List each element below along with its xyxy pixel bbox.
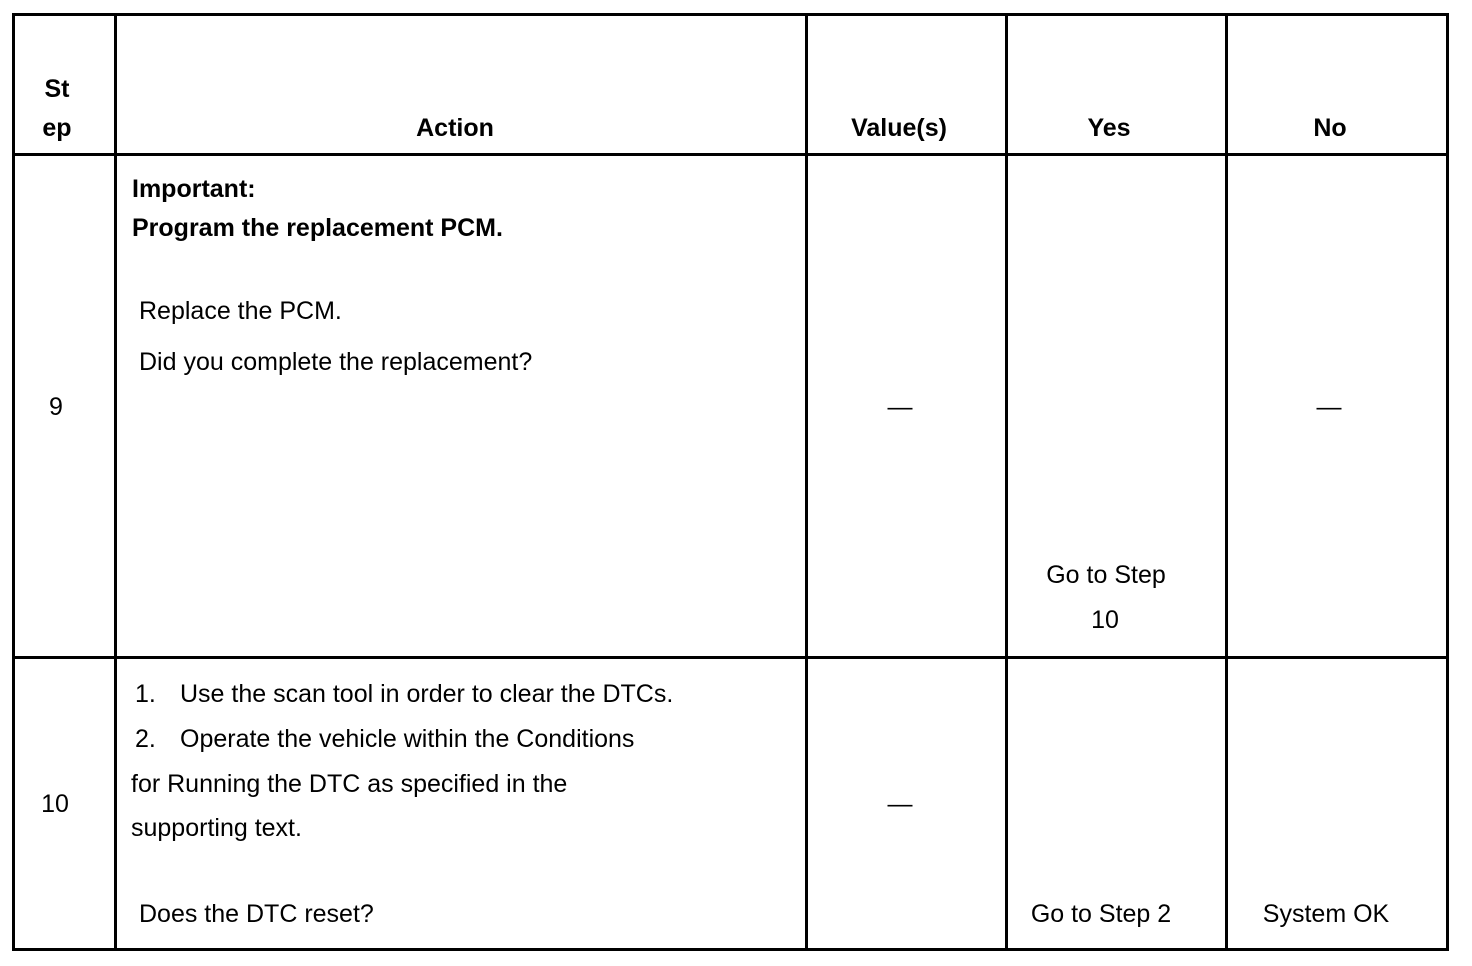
table-border-top — [12, 13, 1449, 16]
header-yes: Yes — [1087, 114, 1131, 142]
row-9-no: — — [1316, 393, 1342, 421]
column-divider-values — [1005, 13, 1008, 951]
header-no: No — [1313, 114, 1347, 142]
column-divider-step — [114, 13, 117, 951]
row-10-no: System OK — [1262, 900, 1390, 928]
row-9-yes-line1: Go to Step — [1046, 561, 1166, 589]
row-10-item2-number: 2. — [135, 725, 156, 753]
row-10-yes: Go to Step 2 — [1030, 900, 1172, 928]
row-9-action: Replace the PCM. — [139, 297, 342, 325]
row-10-item2-text: Operate the vehicle within the Conditions — [180, 725, 635, 753]
header-step-line1: St — [44, 75, 70, 103]
header-divider — [12, 153, 1449, 156]
row-divider — [12, 656, 1449, 659]
row-10-item2-continuation-1: for Running the DTC as specified in the — [131, 770, 568, 798]
row-10-question: Does the DTC reset? — [139, 900, 374, 928]
column-divider-action — [805, 13, 808, 951]
row-9-important-label: Important: — [132, 175, 256, 203]
header-values: Value(s) — [851, 114, 947, 142]
header-step-line2: ep — [42, 114, 72, 142]
column-divider-yes — [1225, 13, 1228, 951]
table-border-left — [12, 13, 15, 951]
row-9-question: Did you complete the replacement? — [139, 348, 533, 376]
row-9-value: — — [887, 393, 913, 421]
row-10-item2-continuation-2: supporting text. — [131, 814, 302, 842]
table-border-right — [1446, 13, 1449, 951]
header-action: Action — [416, 114, 494, 142]
row-9-yes-line2: 10 — [1091, 606, 1119, 634]
table-border-bottom — [12, 948, 1449, 951]
row-10-item1-number: 1. — [135, 680, 156, 708]
row-9-important-text: Program the replacement PCM. — [132, 214, 503, 242]
row-10-step: 10 — [41, 790, 69, 818]
row-9-step: 9 — [49, 393, 63, 421]
row-10-item1-text: Use the scan tool in order to clear the DTCs. — [180, 680, 674, 708]
row-10-value: — — [887, 790, 913, 818]
